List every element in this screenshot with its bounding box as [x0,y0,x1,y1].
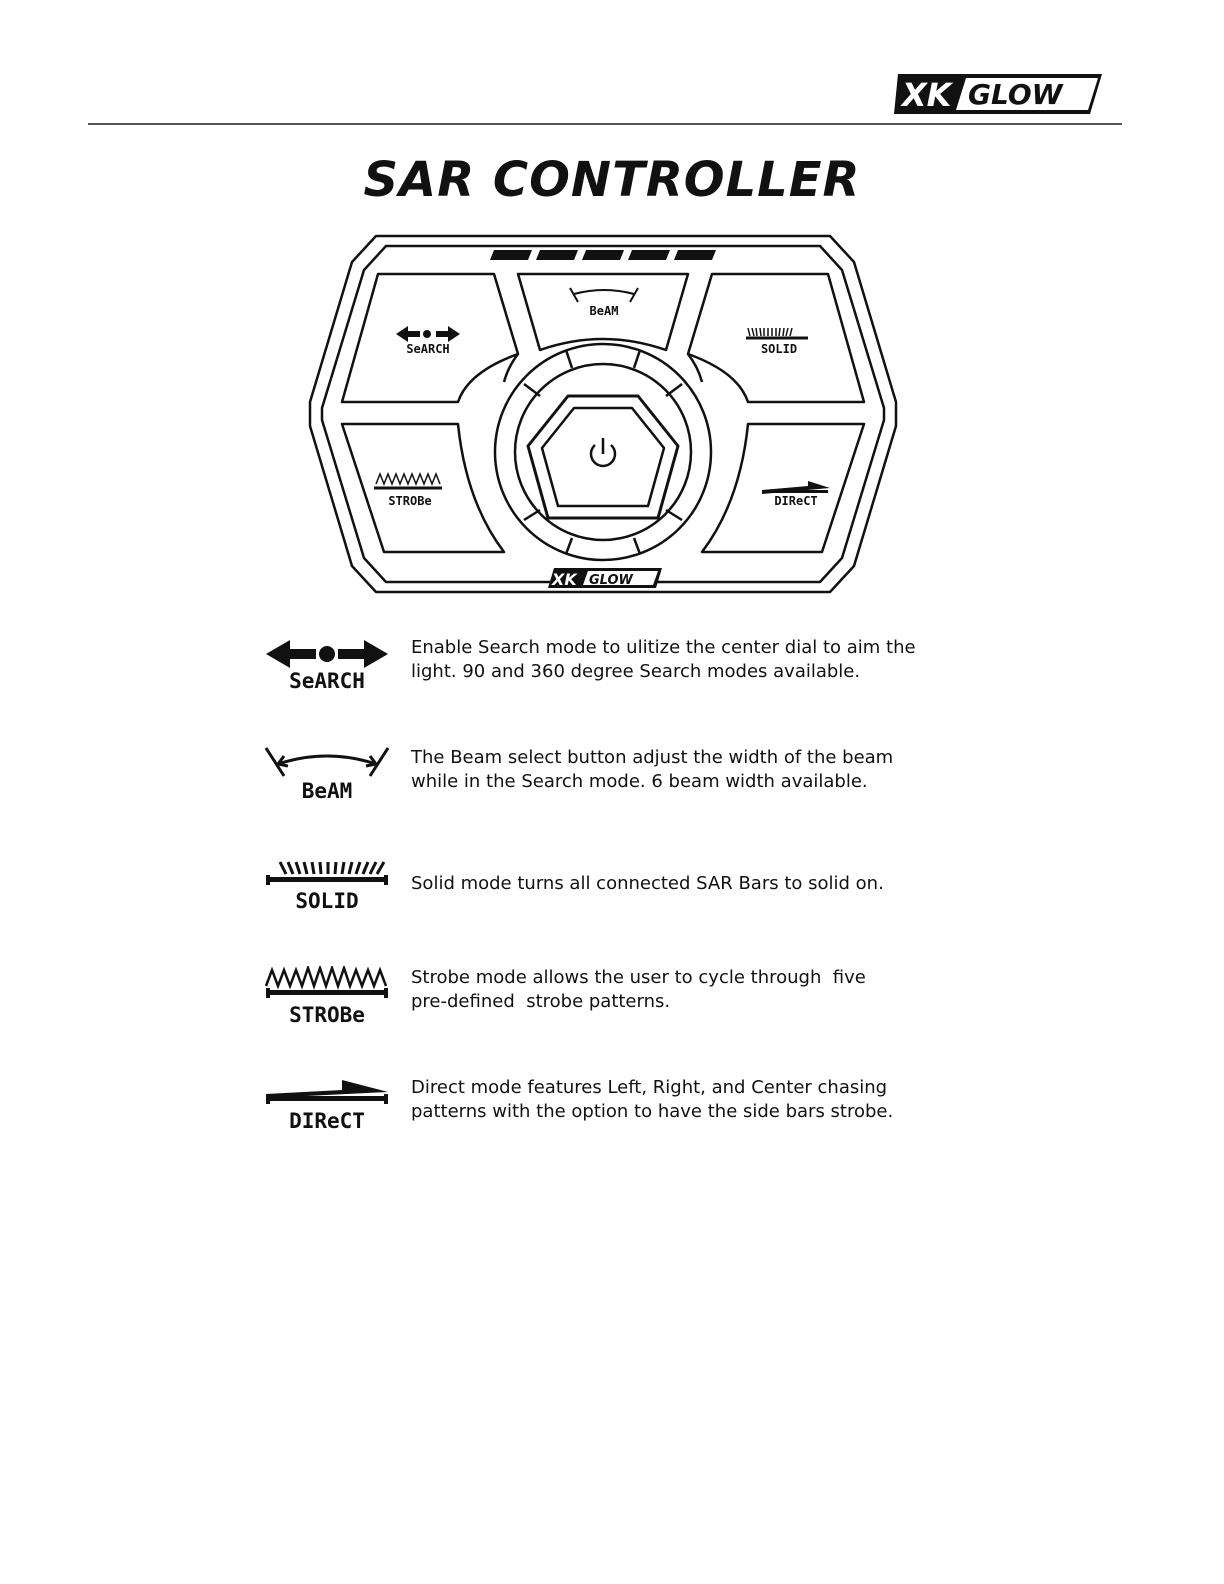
controller-beam-icon [570,288,638,302]
legend-text-search: Enable Search mode to ulitize the center dial to aim the light. 90 and 360 degree Search modes available. [411,637,916,682]
svg-text:GLOW: GLOW [589,573,633,588]
direct-mode-icon [262,1076,392,1156]
logo-xk-text: XK [902,76,952,114]
svg-text:DIReCT: DIReCT [289,1109,365,1133]
legend-text-strobe: Strobe mode allows the user to cycle through five pre-defined strobe patterns. [411,967,866,1012]
legend-item-direct [262,1076,962,1156]
legend-text-beam: The Beam select button adjust the width of the beam while in the Search mode. 6 beam width available. [411,747,894,792]
svg-text:BeAM: BeAM [301,779,353,803]
legend-item-search [262,636,962,716]
controller-beam-label: BeAM [589,304,619,318]
strobe-mode-icon [262,966,392,1046]
legend-item-solid [262,856,962,936]
solid-mode-icon [262,856,392,936]
xkglow-logo [894,72,1106,116]
svg-text:SOLID: SOLID [295,889,359,913]
page-title: SAR CONTROLLER [363,152,861,208]
beam-mode-icon [262,746,392,826]
legend-item-strobe [262,966,962,1046]
controller-diagram [308,232,898,596]
legend-text-direct: Direct mode features Left, Right, and Center chasing patterns with the option to have the side bars strobe. [411,1077,894,1122]
header-divider [88,123,1122,125]
search-mode-icon [262,636,392,716]
controller-logo [548,568,662,589]
mode-legend [262,636,962,1156]
legend-text-solid: Solid mode turns all connected SAR Bars to solid on. [411,873,884,894]
controller-search-icon [396,326,460,342]
power-icon [591,438,615,466]
svg-text:XK: XK [552,570,577,589]
logo-glow-text: GLOW [968,78,1063,111]
controller-search-label: SeARCH [406,342,450,356]
svg-text:STROBe: STROBe [289,1003,365,1027]
controller-solid-icon [746,328,808,338]
legend-item-beam [262,746,962,826]
svg-text:SeARCH: SeARCH [289,669,365,693]
controller-direct-icon [762,481,830,494]
controller-strobe-icon [374,474,442,488]
controller-direct-label: DIReCT [774,494,818,508]
controller-strobe-label: STROBe [388,494,432,508]
controller-solid-label: SOLID [760,342,798,356]
